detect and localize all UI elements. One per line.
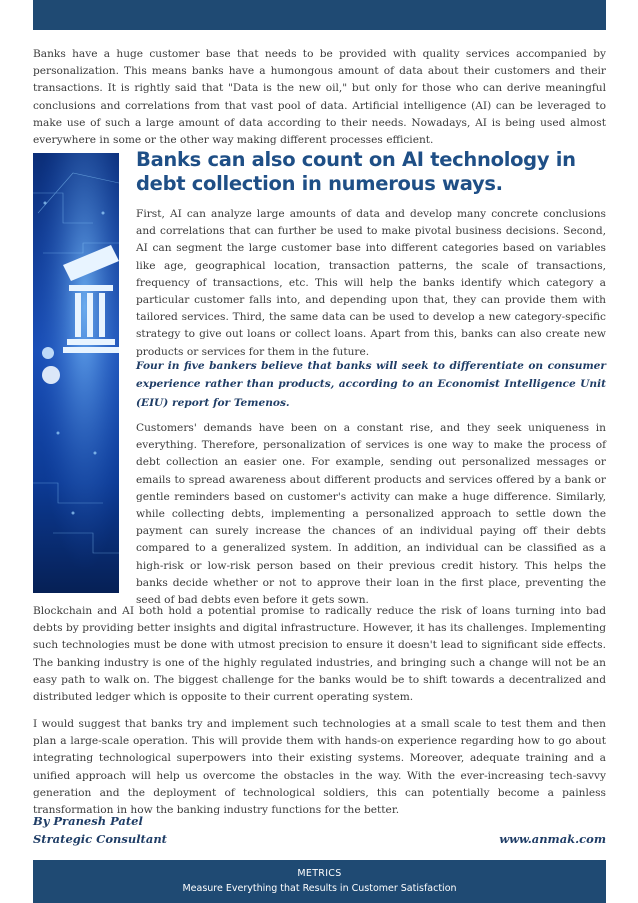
- bank-building-icon: [33, 153, 119, 593]
- ai-uses-paragraph: First, AI can analyze large amounts of data and develop many concrete conclusions and correlations that can further be used to make pivotal business decisions. Second, AI can segment the large customer base into different categories based on variables like age, geographical location, transaction patterns, the scale of transactions, frequency of transactions, etc. This will help the banks identify which category a particular customer falls into, and depending upon that, they can provide them with tailored services. Third, the same data can be used to develop a new category-specific strategy to give out loans or collect loans. Apart from this, banks can also create new products or services for them in the future.: [136, 208, 606, 358]
- blockchain-paragraph: Blockchain and AI both hold a potential promise to radically reduce the risk of loans turning into bad debts by providing better insights and digital infrastructure. However, it has its challenges. Implementing such technologies must be done with utmost precision to ensure it doesn't lead to significant side effects. The banking industry is one of the highly regulated industries, and bringing such a change will not be an easy path to walk on. The biggest challenge for the banks would be to shift towards a decentralized and distributed ledger which is opposite to their current operating system.: [33, 605, 606, 704]
- section-heading: Banks can also count on AI technology in debt collection in numerous ways.: [136, 148, 576, 195]
- footer-tagline: Measure Everything that Results in Customer Satisfaction: [182, 883, 457, 894]
- footer-bar: [33, 860, 606, 903]
- intro-paragraph: Banks have a huge customer base that needs to be provided with quality services accompanied by personalization. This means banks have a humongous amount of data about their customers and their transactions. It is rightly said that "Data is the new oil," but only for those who can derive meaningful conclusions and correlations from that vast pool of data. Artificial intelligence (AI) can be leveraged to make use of such a large amount of data according to their needs. Nowadays, AI is being used almost everywhere in some or the other way making different processes efficient.: [33, 48, 606, 147]
- footer-title: METRICS: [297, 868, 342, 879]
- highlight-quote: Four in five bankers believe that banks will seek to differentiate on consumer experience rather than products, according to an Economist Intelligence Unit (EIU) report for Temenos.: [136, 360, 606, 409]
- customers-paragraph: Customers' demands have been on a constant rise, and they seek uniqueness in everything. Therefore, personalization of services is one way to make the process of debt collection an easier one. For example, sending out personalized messages or emails to spread awareness about different products and services offered by a bank or gentle reminders based on customer's activity can make a huge difference. Similarly, while collecting debts, implementing a personalized approach to settle down the payment can surely increase the chances of an individual paying off their debts compared to a generalized system. In addition, an individual can be classified as a high-risk or low-risk person based on their previous credit history. This helps the banks decide whether or not to approve their loan in the first place, preventing the seed of bad debts even before it gets sown.: [136, 422, 606, 607]
- author-name: By Pranesh Patel: [33, 814, 143, 828]
- suggestion-paragraph: I would suggest that banks try and implement such technologies at a small scale to test them and then plan a large-scale operation. This will provide them with hands-on experience regarding how to go about integrating technological superpowers into their existing systems. Moreover, adequate training and a unified approach will help us overcome the obstacles in the way. With the ever-increasing tech-savvy generation and the deployment of technological soldiers, this can potentially become a painless transformation in how the banking industry functions for the better.: [33, 718, 606, 817]
- header-bar: [33, 0, 606, 30]
- ai-banking-image: [33, 153, 119, 593]
- website-link[interactable]: www.anmak.com: [499, 832, 606, 846]
- author-role: Strategic Consultant: [33, 832, 167, 846]
